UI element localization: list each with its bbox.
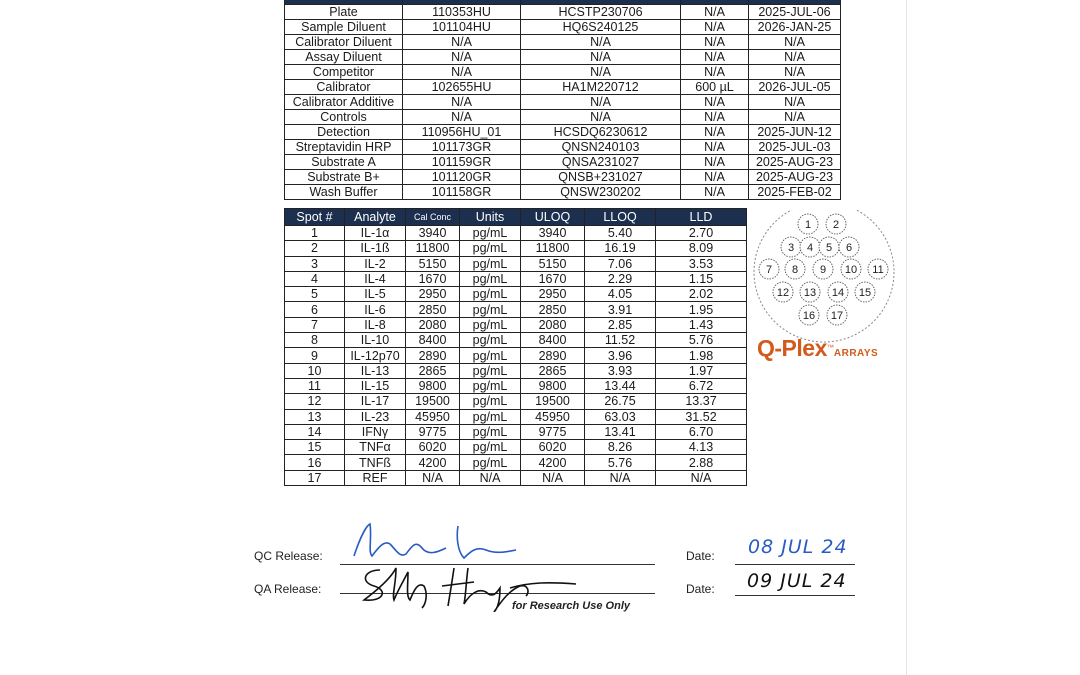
logo-brand: Q-Plex	[757, 335, 827, 361]
reagent-volume-cell: N/A	[681, 170, 749, 185]
reagent-lot-cell: N/A	[521, 65, 681, 80]
spot-lloq-cell: 16.19	[585, 241, 656, 256]
array-spot-label: 2	[832, 219, 840, 231]
spot-lld-cell: 1.98	[656, 348, 747, 363]
spot-units-cell: pg/mL	[460, 378, 521, 393]
spot-spot-cell: 15	[285, 440, 345, 455]
array-spot-label: 13	[803, 287, 817, 299]
header-lloq: LLOQ	[585, 209, 656, 226]
reagent-lot-cell: N/A	[521, 95, 681, 110]
spot-lld-cell: 2.70	[656, 226, 747, 241]
reagent-lot-cell: QNSN240103	[521, 140, 681, 155]
reagent-expiry-cell: 2026-JUL-05	[749, 80, 841, 95]
spot-spot-cell: 11	[285, 378, 345, 393]
reagent-name-cell: Detection	[285, 125, 403, 140]
reagent-name-cell: Plate	[285, 5, 403, 20]
spot-lloq-cell: N/A	[585, 470, 656, 485]
spot-lloq-cell: 4.05	[585, 287, 656, 302]
spot-lld-cell: 1.95	[656, 302, 747, 317]
reagent-row	[285, 80, 841, 95]
array-spot-label: 11	[872, 264, 884, 276]
spot-units-cell: N/A	[460, 470, 521, 485]
array-spot-label: 15	[858, 287, 872, 299]
reagent-part-cell: N/A	[403, 35, 521, 50]
spot-analyte-cell: IL-17	[345, 394, 406, 409]
spot-lloq-cell: 8.26	[585, 440, 656, 455]
reagent-part-cell: 110353HU	[403, 5, 521, 20]
reagent-name-cell: Substrate B+	[285, 170, 403, 185]
reagent-expiry-cell: 2025-AUG-23	[749, 155, 841, 170]
spot-cal-conc-cell: 11800	[406, 241, 460, 256]
spot-analyte-cell: IL-5	[345, 287, 406, 302]
spot-uloq-cell: 2080	[521, 317, 585, 332]
reagent-expiry-cell: N/A	[749, 110, 841, 125]
spot-lloq-cell: 13.41	[585, 424, 656, 439]
spot-row	[285, 287, 747, 302]
reagent-row	[285, 35, 841, 50]
reagent-volume-cell: N/A	[681, 95, 749, 110]
spot-analyte-cell: IFNγ	[345, 424, 406, 439]
reagent-volume-cell: 600 µL	[681, 80, 749, 95]
reagent-expiry-cell: N/A	[749, 50, 841, 65]
reagent-lot-cell: HCSTP230706	[521, 5, 681, 20]
header-analyte: Analyte	[345, 209, 406, 226]
spot-row	[285, 271, 747, 286]
qa-date-label: Date:	[686, 582, 715, 596]
header-cal-conc: Cal Conc	[406, 209, 460, 226]
spot-spot-cell: 7	[285, 317, 345, 332]
spot-analyte-cell: IL-10	[345, 333, 406, 348]
reagent-row	[285, 5, 841, 20]
spot-lloq-cell: 63.03	[585, 409, 656, 424]
spot-units-cell: pg/mL	[460, 424, 521, 439]
spot-cal-conc-cell: 2080	[406, 317, 460, 332]
reagent-row	[285, 125, 841, 140]
reagent-volume-cell: N/A	[681, 20, 749, 35]
spot-spot-cell: 1	[285, 226, 345, 241]
reagent-expiry-cell: N/A	[749, 35, 841, 50]
reagent-name-cell: Streptavidin HRP	[285, 140, 403, 155]
spot-analyte-cell: TNFα	[345, 440, 406, 455]
reagent-row	[285, 155, 841, 170]
spot-row	[285, 226, 747, 241]
spot-uloq-cell: 45950	[521, 409, 585, 424]
spot-analyte-cell: IL-12p70	[345, 348, 406, 363]
spot-analyte-cell: IL-4	[345, 271, 406, 286]
spot-row	[285, 409, 747, 424]
logo-trademark: ™	[826, 344, 834, 352]
array-spot-label: 4	[806, 242, 814, 254]
header-spot: Spot #	[285, 209, 345, 226]
spot-spot-cell: 9	[285, 348, 345, 363]
spot-analyte-cell: TNFß	[345, 455, 406, 470]
spot-lloq-cell: 2.29	[585, 271, 656, 286]
spot-cal-conc-cell: 9800	[406, 378, 460, 393]
spot-cal-conc-cell: N/A	[406, 470, 460, 485]
spot-analyte-cell: IL-2	[345, 256, 406, 271]
reagent-expiry-cell: 2025-JUL-06	[749, 5, 841, 20]
array-spot-label: 3	[787, 242, 795, 254]
spot-uloq-cell: 4200	[521, 455, 585, 470]
spot-spot-cell: 2	[285, 241, 345, 256]
spot-units-cell: pg/mL	[460, 287, 521, 302]
reagent-name-cell: Substrate A	[285, 155, 403, 170]
spot-cal-conc-cell: 1670	[406, 271, 460, 286]
research-use-only-note: for Research Use Only	[512, 600, 630, 612]
spot-uloq-cell: 5150	[521, 256, 585, 271]
spot-row	[285, 256, 747, 271]
spot-lld-cell: 1.97	[656, 363, 747, 378]
array-spot-label: 8	[791, 264, 799, 276]
spot-uloq-cell: 1670	[521, 271, 585, 286]
spot-row	[285, 424, 747, 439]
spot-analyte-cell: IL-13	[345, 363, 406, 378]
reagent-name-cell: Calibrator Additive	[285, 95, 403, 110]
spot-cal-conc-cell: 5150	[406, 256, 460, 271]
reagent-volume-cell: N/A	[681, 110, 749, 125]
reagent-name-cell: Calibrator Diluent	[285, 35, 403, 50]
reagent-part-cell: N/A	[403, 110, 521, 125]
reagent-name-cell: Assay Diluent	[285, 50, 403, 65]
reagent-expiry-cell: 2025-FEB-02	[749, 185, 841, 200]
spot-cal-conc-cell: 19500	[406, 394, 460, 409]
reagent-lot-cell: N/A	[521, 35, 681, 50]
reagent-volume-cell: N/A	[681, 5, 749, 20]
spot-analyte-cell: IL-1α	[345, 226, 406, 241]
spot-lld-cell: 1.15	[656, 271, 747, 286]
spot-lld-cell: 3.53	[656, 256, 747, 271]
spot-row	[285, 378, 747, 393]
spot-units-cell: pg/mL	[460, 363, 521, 378]
reagent-volume-cell: N/A	[681, 50, 749, 65]
spot-units-cell: pg/mL	[460, 333, 521, 348]
spot-uloq-cell: 6020	[521, 440, 585, 455]
logo-suffix: ARRAYS	[833, 348, 879, 359]
reagent-volume-cell: N/A	[681, 125, 749, 140]
header-uloq: ULOQ	[521, 209, 585, 226]
reagent-expiry-cell: N/A	[749, 65, 841, 80]
reagent-row	[285, 65, 841, 80]
spot-lld-cell: 4.13	[656, 440, 747, 455]
spot-table	[284, 208, 747, 486]
spot-lld-cell: 6.70	[656, 424, 747, 439]
reagent-volume-cell: N/A	[681, 35, 749, 50]
spot-lloq-cell: 5.76	[585, 455, 656, 470]
header-lld: LLD	[656, 209, 747, 226]
spot-analyte-cell: REF	[345, 470, 406, 485]
spot-row	[285, 363, 747, 378]
reagent-name-cell: Competitor	[285, 65, 403, 80]
reagent-part-cell: 101159GR	[403, 155, 521, 170]
array-spot-label: 10	[844, 264, 858, 276]
spot-lld-cell: 6.72	[656, 378, 747, 393]
reagent-part-cell: 101173GR	[403, 140, 521, 155]
spot-spot-cell: 16	[285, 455, 345, 470]
reagent-part-cell: N/A	[403, 95, 521, 110]
spot-spot-cell: 6	[285, 302, 345, 317]
reagent-row	[285, 95, 841, 110]
spot-spot-cell: 4	[285, 271, 345, 286]
page-edge-rule	[906, 0, 907, 675]
spot-analyte-cell: IL-8	[345, 317, 406, 332]
array-spot-label: 9	[819, 264, 827, 276]
spot-units-cell: pg/mL	[460, 317, 521, 332]
spot-units-cell: pg/mL	[460, 455, 521, 470]
reagent-lot-cell: HA1M220712	[521, 80, 681, 95]
reagent-volume-cell: N/A	[681, 185, 749, 200]
reagent-volume-cell: N/A	[681, 65, 749, 80]
spot-lloq-cell: 2.85	[585, 317, 656, 332]
spot-cal-conc-cell: 6020	[406, 440, 460, 455]
reagent-lot-cell: HQ6S240125	[521, 20, 681, 35]
spot-lloq-cell: 7.06	[585, 256, 656, 271]
spot-uloq-cell: 9775	[521, 424, 585, 439]
spot-cal-conc-cell: 45950	[406, 409, 460, 424]
reagent-expiry-cell: 2026-JAN-25	[749, 20, 841, 35]
array-spot-label: 12	[776, 287, 790, 299]
reagent-row	[285, 170, 841, 185]
reagent-table	[284, 0, 841, 200]
spot-units-cell: pg/mL	[460, 440, 521, 455]
spot-uloq-cell: 2950	[521, 287, 585, 302]
spot-cal-conc-cell: 4200	[406, 455, 460, 470]
spot-lloq-cell: 11.52	[585, 333, 656, 348]
spot-row	[285, 317, 747, 332]
qa-date-value: 09 JUL 24	[747, 570, 847, 592]
spot-uloq-cell: 19500	[521, 394, 585, 409]
reagent-lot-cell: QNSA231027	[521, 155, 681, 170]
spot-lld-cell: 2.02	[656, 287, 747, 302]
qc-release-label: QC Release:	[254, 549, 323, 563]
spot-units-cell: pg/mL	[460, 241, 521, 256]
spot-analyte-cell: IL-1ß	[345, 241, 406, 256]
spot-row	[285, 470, 747, 485]
reagent-lot-cell: QNSB+231027	[521, 170, 681, 185]
array-spot-label: 17	[830, 310, 844, 322]
spot-row	[285, 241, 747, 256]
array-spot-label: 5	[825, 242, 833, 254]
spot-row	[285, 455, 747, 470]
array-spot-label: 14	[831, 287, 845, 299]
spot-lld-cell: 2.88	[656, 455, 747, 470]
q-plex-logo	[757, 335, 878, 362]
spot-cal-conc-cell: 2865	[406, 363, 460, 378]
spot-cal-conc-cell: 2850	[406, 302, 460, 317]
spot-row	[285, 394, 747, 409]
reagent-expiry-cell: N/A	[749, 95, 841, 110]
spot-cal-conc-cell: 2890	[406, 348, 460, 363]
spot-uloq-cell: 11800	[521, 241, 585, 256]
reagent-part-cell: 101104HU	[403, 20, 521, 35]
reagent-expiry-cell: 2025-JUN-12	[749, 125, 841, 140]
spot-cal-conc-cell: 8400	[406, 333, 460, 348]
spot-uloq-cell: 2865	[521, 363, 585, 378]
spot-analyte-cell: IL-6	[345, 302, 406, 317]
spot-lld-cell: N/A	[656, 470, 747, 485]
qa-release-label: QA Release:	[254, 582, 322, 596]
array-spot-label: 16	[802, 310, 816, 322]
reagent-part-cell: 101158GR	[403, 185, 521, 200]
reagent-row	[285, 20, 841, 35]
spot-spot-cell: 14	[285, 424, 345, 439]
array-spot-label: 1	[804, 219, 812, 231]
spot-units-cell: pg/mL	[460, 409, 521, 424]
spot-uloq-cell: 2890	[521, 348, 585, 363]
spot-cal-conc-cell: 3940	[406, 226, 460, 241]
spot-spot-cell: 5	[285, 287, 345, 302]
reagent-lot-cell: N/A	[521, 110, 681, 125]
reagent-volume-cell: N/A	[681, 155, 749, 170]
spot-lloq-cell: 3.91	[585, 302, 656, 317]
spot-row	[285, 440, 747, 455]
spot-lld-cell: 1.43	[656, 317, 747, 332]
reagent-part-cell: 101120GR	[403, 170, 521, 185]
spot-analyte-cell: IL-15	[345, 378, 406, 393]
spot-cal-conc-cell: 9775	[406, 424, 460, 439]
spot-row	[285, 333, 747, 348]
spot-spot-cell: 8	[285, 333, 345, 348]
reagent-part-cell: 102655HU	[403, 80, 521, 95]
reagent-row	[285, 110, 841, 125]
spot-spot-cell: 3	[285, 256, 345, 271]
header-units: Units	[460, 209, 521, 226]
spot-units-cell: pg/mL	[460, 348, 521, 363]
spot-units-cell: pg/mL	[460, 302, 521, 317]
spot-uloq-cell: N/A	[521, 470, 585, 485]
reagent-name-cell: Wash Buffer	[285, 185, 403, 200]
reagent-lot-cell: QNSW230202	[521, 185, 681, 200]
spot-lloq-cell: 26.75	[585, 394, 656, 409]
qa-date-line	[735, 595, 855, 596]
reagent-row	[285, 140, 841, 155]
reagent-name-cell: Controls	[285, 110, 403, 125]
spot-units-cell: pg/mL	[460, 256, 521, 271]
spot-spot-cell: 13	[285, 409, 345, 424]
reagent-expiry-cell: 2025-JUL-03	[749, 140, 841, 155]
spot-uloq-cell: 8400	[521, 333, 585, 348]
spot-spot-cell: 12	[285, 394, 345, 409]
spot-lld-cell: 8.09	[656, 241, 747, 256]
qc-date-label: Date:	[686, 549, 715, 563]
reagent-row	[285, 50, 841, 65]
spot-units-cell: pg/mL	[460, 394, 521, 409]
spot-lloq-cell: 3.96	[585, 348, 656, 363]
spot-lld-cell: 31.52	[656, 409, 747, 424]
spot-uloq-cell: 3940	[521, 226, 585, 241]
reagent-lot-cell: N/A	[521, 50, 681, 65]
qc-date-value: 08 JUL 24	[748, 536, 848, 558]
spot-lloq-cell: 13.44	[585, 378, 656, 393]
qc-date-line	[735, 564, 855, 565]
spot-spot-cell: 17	[285, 470, 345, 485]
reagent-expiry-cell: 2025-AUG-23	[749, 170, 841, 185]
reagent-name-cell: Calibrator	[285, 80, 403, 95]
array-spot-label: 6	[845, 242, 853, 254]
spot-row	[285, 302, 747, 317]
spot-table-header	[285, 209, 747, 226]
array-spot-label: 7	[765, 264, 773, 276]
spot-row	[285, 348, 747, 363]
spot-uloq-cell: 9800	[521, 378, 585, 393]
reagent-part-cell: N/A	[403, 65, 521, 80]
reagent-volume-cell: N/A	[681, 140, 749, 155]
spot-lloq-cell: 3.93	[585, 363, 656, 378]
reagent-lot-cell: HCSDQ6230612	[521, 125, 681, 140]
spot-uloq-cell: 2850	[521, 302, 585, 317]
reagent-part-cell: 110956HU_01	[403, 125, 521, 140]
spot-cal-conc-cell: 2950	[406, 287, 460, 302]
spot-lld-cell: 13.37	[656, 394, 747, 409]
reagent-part-cell: N/A	[403, 50, 521, 65]
spot-analyte-cell: IL-23	[345, 409, 406, 424]
reagent-row	[285, 185, 841, 200]
spot-units-cell: pg/mL	[460, 226, 521, 241]
spot-units-cell: pg/mL	[460, 271, 521, 286]
spot-spot-cell: 10	[285, 363, 345, 378]
spot-lld-cell: 5.76	[656, 333, 747, 348]
reagent-name-cell: Sample Diluent	[285, 20, 403, 35]
spot-lloq-cell: 5.40	[585, 226, 656, 241]
